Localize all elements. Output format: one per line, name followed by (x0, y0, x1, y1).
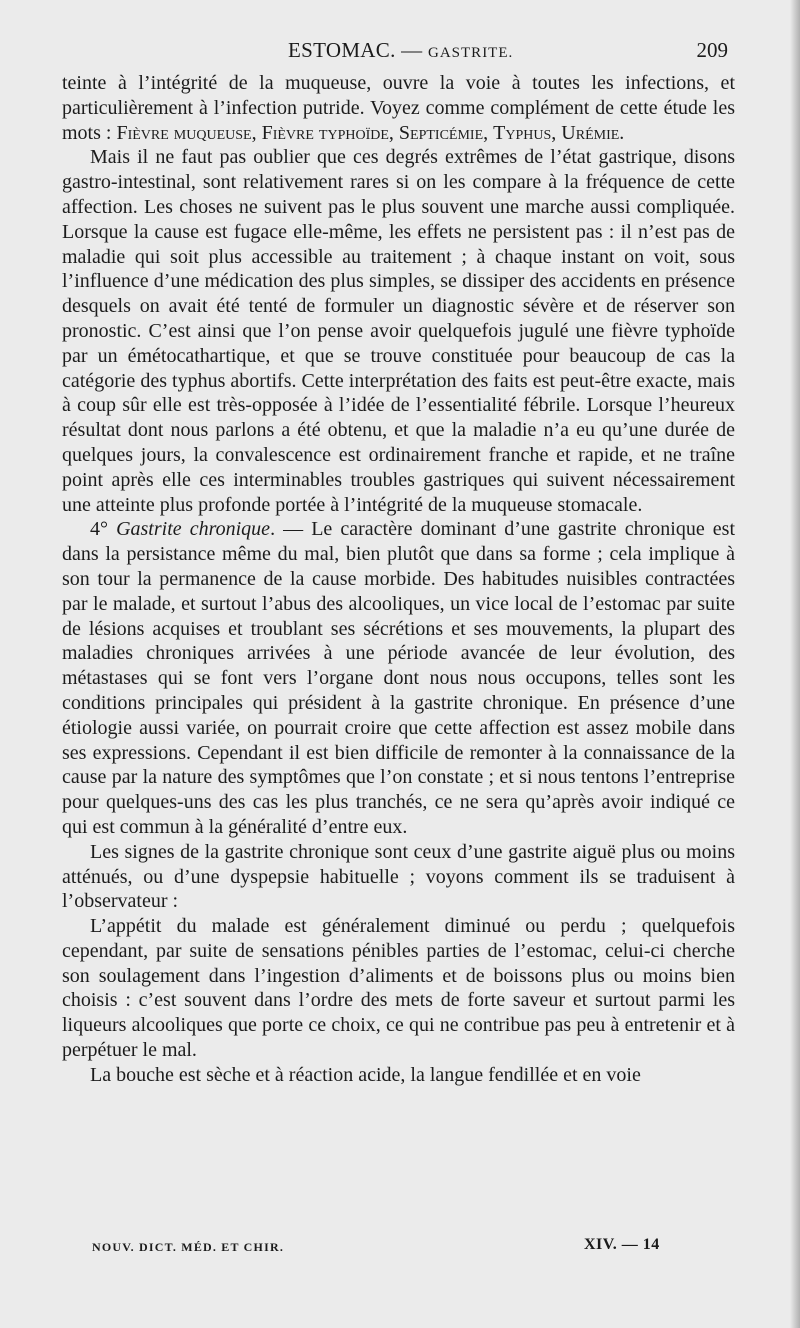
text-run: Les signes de la gastrite chronique sont ceux d’une gastrite aiguë plus ou moins atténués, ou d’une dyspepsie habituelle ; voyons comment ils se traduisent à l’observateur : (62, 840, 735, 913)
cross-reference: Fièvre typhoïde (261, 121, 389, 144)
page-number: 209 (696, 38, 728, 62)
text-run: , (388, 121, 399, 144)
paragraph (62, 145, 735, 517)
text-run: 4° (90, 518, 117, 541)
footer-volume-sheet: XIV. — 14 (584, 1236, 660, 1253)
page-edge-shadow (790, 0, 800, 1328)
text-run: , (251, 121, 262, 144)
paragraph (62, 517, 735, 839)
footer-signature: NOUV. DICT. MÉD. ET CHIR. (92, 1240, 285, 1254)
text-run: Mais il ne faut pas oublier que ces degrés extrêmes de l’état gastrique, disons gastro-intestinal, sont relativement rares si on les compare à la fréquence de cette affection. Les choses ne suivent pas le plus souvent une marche aussi compliquée. Lorsque la cause est fugace elle-même, les effets ne persistent pas : il n’est pas de maladie qui soit plus accessible au traitement ; à chaque instant on voit, sous l’influence d’une médication des plus simples, se dissiper des accidents en présence desquels on avait été tenté de formuler un diagnostic sévère et de réserver son pronostic. C’est ainsi que l’on pense avoir quelquefois jugulé une fièvre typhoïde par un émétocathartique, et que se trouve constituée pour beaucoup de cas la catégorie des typhus abortifs. Cette interprétation des faits est peut-être exacte, mais à coup sûr elle est très-opposée à l’idée de l’essentialité fébrile. Lorsque l’heureux résultat dont nous parlons a été obtenu, et que la maladie n’a eu qu’une durée de quelques jours, la convalescence est ordinairement franche et rapide, et ne traîne point après elle ces interminables troubles gastriques qui suivent nécessairement une atteinte plus profonde portée à l’intégrité de la muqueuse stomacale. (62, 146, 735, 516)
body-text (62, 71, 735, 1088)
cross-reference: Urémie (561, 121, 620, 144)
cross-reference: Typhus (493, 121, 552, 144)
text-run: , (483, 121, 494, 144)
running-head-sub: GASTRITE. (428, 45, 514, 61)
running-head (288, 38, 513, 63)
cross-reference: Septicémie (398, 121, 484, 144)
paragraph (62, 1063, 735, 1088)
paragraph (62, 840, 735, 914)
text-run: . (619, 121, 625, 144)
text-run: L’appétit du malade est généralement diminué ou perdu ; quelquefois cependant, par suite de sensations pénibles parties de l’estomac, celui-ci cherche son soulagement dans l’ingestion d’aliments et de boissons plus ou moins bien choisis : c’est souvent dans l’ordre des mets de forte saveur et surtout parmi les liqueurs alcooliques que porte ce choix, ce qui ne contribue pas peu à entretenir et à perpétuer le mal. (62, 915, 735, 1062)
text-run: La bouche est sèche et à réaction acide, la langue fendillée et en voie (90, 1063, 641, 1086)
text-run: , (551, 121, 562, 144)
paragraph (62, 71, 735, 145)
running-head-main: ESTOMAC. — (288, 38, 429, 62)
text-run: . — Le caractère dominant d’une gastrite chronique est dans la persistance même du mal, bien plutôt que dans sa forme ; cela implique à son tour la permanence de la cause morbide. Des habitudes nuisibles contractées par le malade, et surtout l’abus des alcooliques, un vice local de l’estomac par suite de lésions acquises et troublant ses sécrétions et ses mouvements, la plupart des maladies chroniques arrivées à une période avancée de leur évolution, des métastases qui se font vers l’organe dont nous nous occupons, telles sont les conditions principales qui président à la gastrite chronique. En présence d’une étiologie aussi variée, on pourrait croire que cette affection est assez mobile dans ses expressions. Cependant il est bien difficile de remonter à la connaissance de la cause par la nature des symptômes que l’on constate ; et si nous tentons l’entreprise pour quelques-uns des cas les plus tranchés, ce ne sera qu’après avoir indiqué ce qui est commun à la généralité d’entre eux. (62, 518, 735, 838)
text-run: teinte à l’intégrité de la muqueuse, ouvre la voie à toutes les infections, et particulièrement à l’infection putride. Voyez comme complément de cette étude les mots : (62, 72, 735, 144)
page-footer (62, 1236, 735, 1260)
section-heading: Gastrite chronique (116, 518, 271, 541)
cross-reference: Fièvre muqueuse (116, 121, 252, 144)
page-header (62, 38, 732, 66)
paragraph (62, 914, 735, 1063)
